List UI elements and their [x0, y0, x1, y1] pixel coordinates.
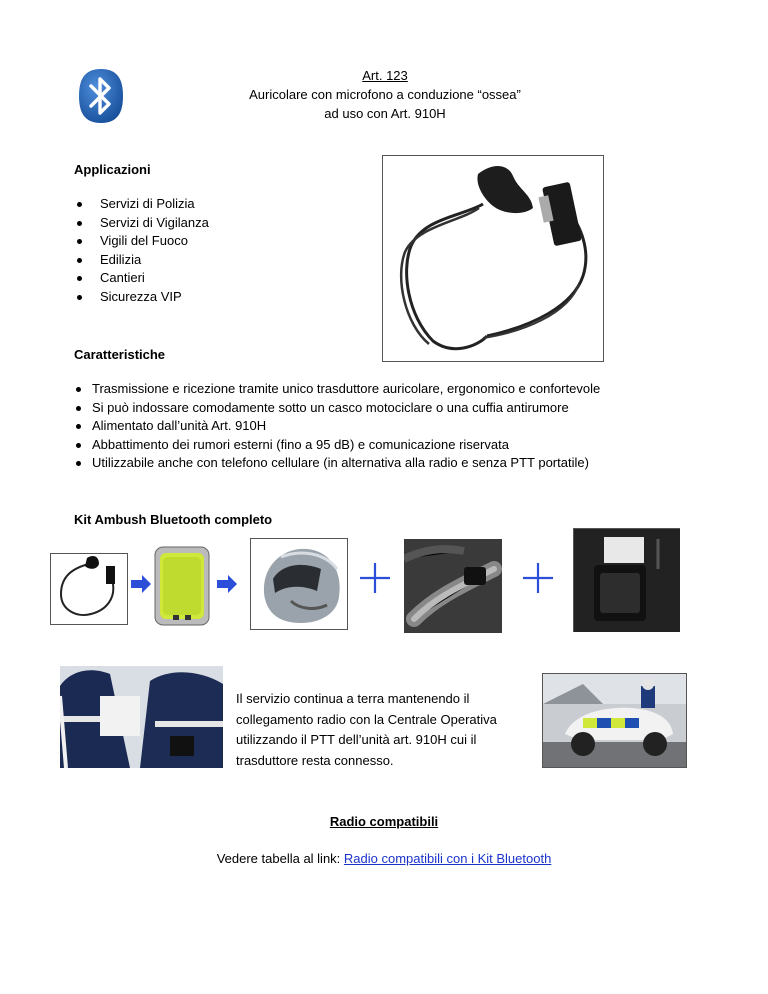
kit-holder-photo [573, 528, 680, 632]
section-title-caratteristiche: Caratteristiche [74, 347, 166, 362]
police-officers-photo [60, 666, 223, 768]
arrow-right-icon [217, 575, 237, 598]
plus-icon [520, 560, 556, 596]
list-item: Servizi di Polizia [74, 195, 354, 214]
document-header [200, 66, 570, 123]
radio-link-prefix: Vedere tabella al link: [216, 851, 344, 866]
list-item: Vigili del Fuoco [74, 232, 354, 251]
service-line: utilizzando il PTT dell’unità art. 910H cui il [236, 732, 477, 747]
applicazioni-list [74, 195, 354, 307]
list-item: Si può indossare comodamente sotto un casco motociclare o una cuffia antirumore [74, 399, 714, 418]
service-line: Il servizio continua a terra mantenendo il [236, 691, 470, 706]
list-item: Abbattimento dei rumori esterni (fino a 95 dB) e comunicazione riservata [74, 436, 714, 455]
kit-earpiece-photo [50, 553, 128, 625]
list-item: Cantieri [74, 269, 354, 288]
list-item: Utilizzabile anche con telefono cellulare (in alternativa alla radio e senza PTT portatile) [74, 454, 714, 473]
list-item: Sicurezza VIP [74, 288, 354, 307]
header-line-1: Auricolare con microfono a conduzione “ossea” [249, 87, 521, 102]
kit-helmet-photo [250, 538, 348, 630]
header-line-2: ad uso con Art. 910H [324, 106, 446, 121]
section-title-kit: Kit Ambush Bluetooth completo [74, 512, 273, 527]
earpiece-photo [382, 155, 604, 362]
kit-handlebar-ptt-photo [404, 539, 502, 633]
plus-icon [357, 560, 393, 596]
list-item: Alimentato dall’unità Art. 910H [74, 417, 714, 436]
section-title-applicazioni: Applicazioni [74, 162, 151, 177]
police-motorbike-photo [542, 673, 687, 768]
bluetooth-logo [78, 68, 124, 124]
kit-unit-910h-photo [153, 545, 211, 627]
service-line: trasduttore resta connesso. [236, 752, 394, 768]
section-title-radio: Radio compatibili [329, 814, 439, 829]
service-paragraph [236, 689, 536, 771]
list-item: Edilizia [74, 251, 354, 270]
service-line: collegamento radio con la Centrale Operativa [236, 711, 497, 727]
arrow-right-icon [131, 575, 151, 598]
list-item: Trasmissione e ricezione tramite unico trasduttore auricolare, ergonomico e confortevole [74, 380, 714, 399]
list-item: Servizi di Vigilanza [74, 214, 354, 233]
caratteristiche-list [74, 380, 714, 473]
article-number: Art. 123 [362, 68, 408, 83]
radio-link-line [120, 849, 648, 868]
bluetooth-icon [78, 68, 124, 124]
radio-compatibili-link[interactable]: Radio compatibili con i Kit Bluetooth [343, 851, 552, 866]
